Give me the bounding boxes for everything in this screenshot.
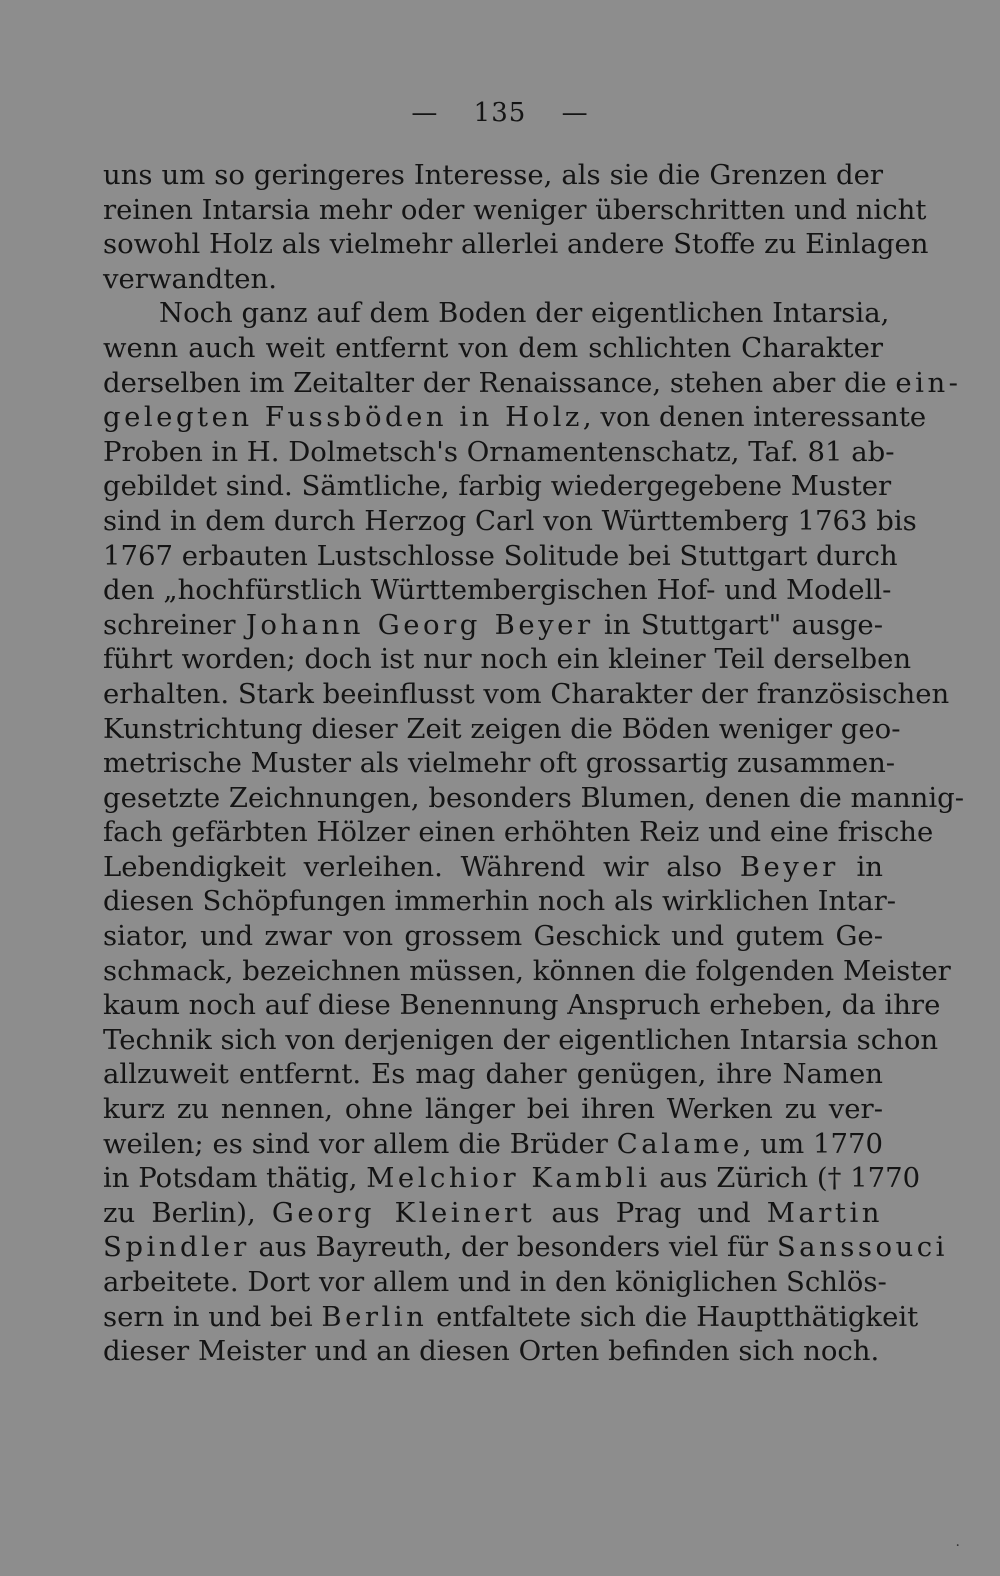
text-run: gebildet sind. Sämtliche, farbig wiedergegebene Muster [103,470,892,503]
text-run: uns um so geringeres Interesse, als sie die Grenzen der [103,159,883,191]
spaced-name: ein- [895,366,962,399]
text-run: kaum noch auf diese Benennung Anspruch erheben, da ihre [103,989,941,1022]
text-line [103,608,883,643]
text-line [103,504,917,539]
text-run: kurz zu nennen, ohne länger bei ihren Werken zu ver- [103,1093,883,1126]
page-header [0,98,1000,128]
text-line [103,988,941,1023]
text-line [103,262,883,297]
text-run: in [838,850,884,883]
spaced-name: Georg Kleinert [271,1196,536,1229]
text-line [103,227,929,262]
text-run: in Stuttgart" ausge- [593,608,883,641]
scan-speck: · [955,1538,960,1554]
text-line [103,746,896,781]
text-line [103,539,898,574]
spaced-name: Melchior Kambli [366,1162,651,1195]
text-line [103,850,883,885]
spaced-name: Berlin [321,1300,428,1333]
text-line [103,435,895,470]
spaced-name: Martin [766,1196,883,1229]
spaced-name: Calame [616,1127,743,1160]
text-line [103,331,883,366]
text-run: Technik sich von derjenigen der eigentlichen Intarsia schon [103,1023,939,1056]
text-run: aus Prag und [535,1196,767,1229]
text-run: aus Bayreuth, der besonders viel für [249,1231,777,1264]
text-run: gesetzte Zeichnungen, besonders Blumen, denen die mannig- [103,781,965,814]
text-run: siator, und zwar von grossem Geschick und gutem Ge- [103,920,883,953]
spaced-name: Spindler [103,1231,250,1264]
text-line [103,815,934,850]
text-line [103,781,965,816]
text-run: weilen; es sind vor allem die Brüder [103,1127,617,1160]
text-run: in Potsdam thätig, [103,1162,367,1195]
text-run: dieser Meister und an diesen Orten befinden sich noch. [103,1335,880,1368]
text-line [103,1196,883,1231]
text-line [103,469,892,504]
text-line [103,573,892,608]
text-run: Noch ganz auf dem Boden der eigentlichen Intarsia, [159,297,890,330]
text-line [103,400,927,435]
text-run: , von denen interessante [582,401,927,434]
page-number: 135 [473,98,527,128]
text-line [103,1265,887,1300]
text-run: zu Berlin), [103,1196,272,1229]
text-run: verwandten. [103,262,277,295]
text-run: erhalten. Stark beeinflusst vom Charakter der französischen [103,677,950,710]
spaced-name: Beyer [739,850,839,883]
text-run: schmack, bezeichnen müssen, können die folgenden Meister [103,954,951,987]
text-line [103,642,912,677]
text-run: derselben im Zeitalter der Renaissance, stehen aber die [103,366,896,399]
spaced-name: gelegten Fussböden in Holz [103,401,583,434]
text-run: Kunstrichtung dieser Zeit zeigen die Böden weniger geo- [103,712,901,745]
text-line [103,193,927,228]
text-run: , um 1770 [742,1127,884,1160]
text-line [103,677,950,712]
text-line [103,366,962,401]
text-run: den „hochfürstlich Württembergischen Hof- und Modell- [103,574,892,607]
text-run: metrische Muster als vielmehr oft grossartig zusammen- [103,747,896,780]
text-run: arbeitete. Dort vor allem und in den königlichen Schlös- [103,1266,887,1298]
text-line [103,884,897,919]
text-run: reinen Intarsia mehr oder weniger überschritten und nicht [103,193,927,226]
text-line [103,1230,948,1265]
text-run: sind in dem durch Herzog Carl von Württemberg 1763 bis [103,504,917,537]
text-line [103,296,890,331]
text-line [103,1057,883,1092]
text-run: 1767 erbauten Lustschlosse Solitude bei Stuttgart durch [103,539,898,572]
text-line [103,1023,939,1058]
header-dash-left: — [411,98,439,128]
text-line [103,954,951,989]
text-line [103,919,883,954]
spaced-name: Johann Georg Beyer [245,608,594,641]
text-run: Proben in H. Dolmetsch's Ornamentenschatz, Taf. 81 ab- [103,435,895,468]
text-run: fach gefärbten Hölzer einen erhöhten Reiz und eine frische [103,816,934,849]
text-run: sowohl Holz als vielmehr allerlei andere Stoffe zu Einlagen [103,228,929,261]
text-run: schreiner [103,608,246,641]
text-line [103,1092,883,1127]
text-run: sern in und bei [103,1300,322,1333]
header-dash-right: — [561,98,589,128]
text-run: aus Zürich († 1770 [650,1162,921,1195]
text-line [103,1161,921,1196]
text-run: allzuweit entfernt. Es mag daher genügen, ihre Namen [103,1058,883,1091]
text-line [103,1334,883,1369]
text-line [103,158,883,193]
text-line [103,1127,883,1162]
text-line [103,1300,919,1335]
text-line [103,712,901,747]
spaced-name: Sanssouci [776,1231,948,1264]
text-run: wenn auch weit entfernt von dem schlichten Charakter [103,331,883,364]
body-text [103,158,965,1369]
text-run: führt worden; doch ist nur noch ein kleiner Teil derselben [103,643,912,676]
text-run: diesen Schöpfungen immerhin noch als wirklichen Intar- [103,885,897,918]
text-run: Lebendigkeit verleihen. Während wir also [103,850,740,883]
text-run: entfaltete sich die Hauptthätigkeit [427,1300,919,1333]
